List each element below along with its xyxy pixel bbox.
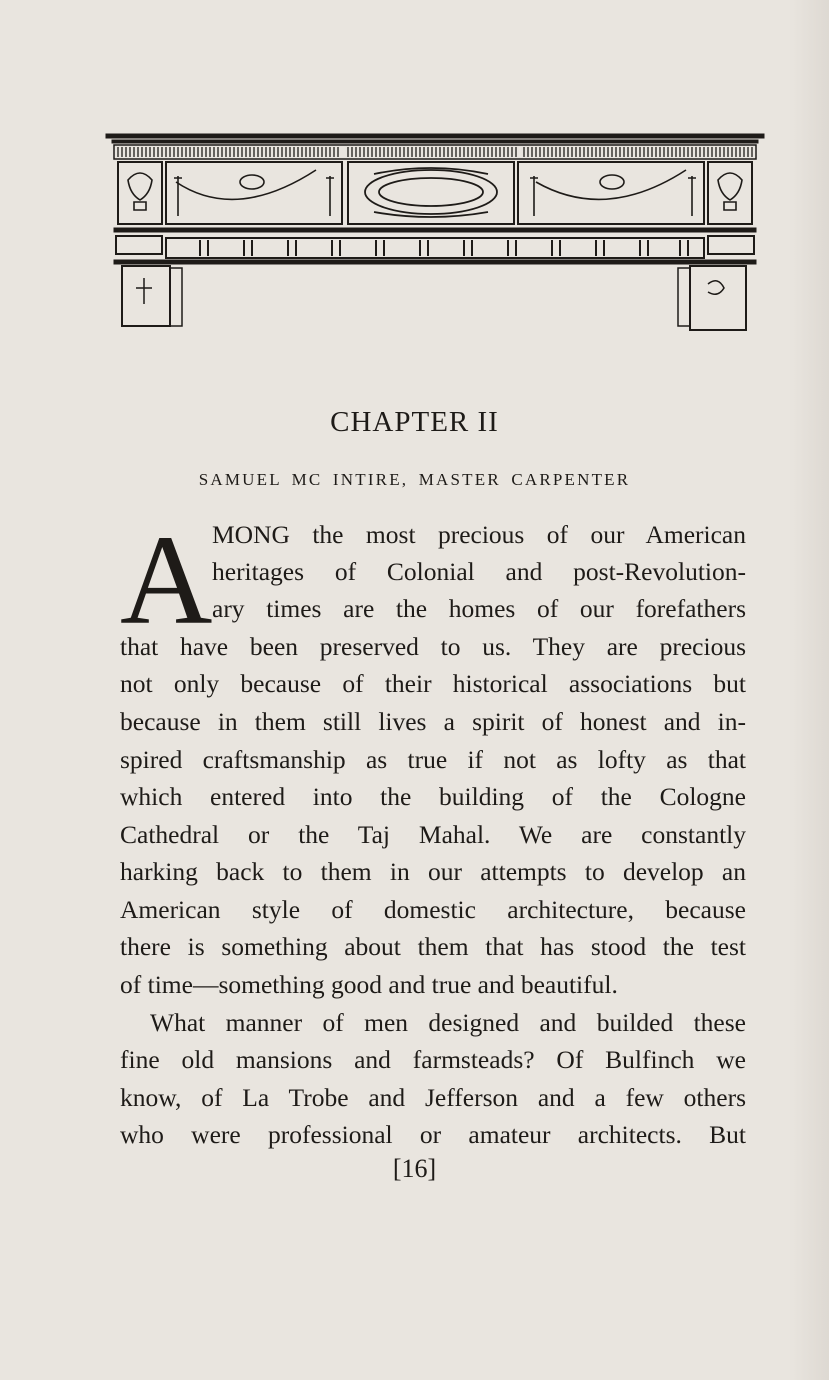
text-line: What manner of men designed and builded these <box>150 1008 746 1037</box>
text-line: that have been preserved to us. They are precious <box>120 632 746 661</box>
text-line: heritages of Colonial and post-Revolution- <box>212 557 746 586</box>
text-line: spired craftsmanship as true if not as lofty as that <box>120 745 746 774</box>
text-line: fine old mansions and farmsteads? Of Bulfinch we <box>120 1045 746 1074</box>
page-number: [16] <box>392 1154 437 1183</box>
text-line: know, of La Trobe and Jefferson and a few others <box>120 1083 746 1112</box>
text-line: American style of domestic architecture, because <box>120 895 746 924</box>
text-line: not only because of their historical associations but <box>120 669 746 698</box>
text-line: which entered into the building of the Cologne <box>120 782 746 811</box>
text-line: Cathedral or the Taj Mahal. We are constantly <box>120 820 746 849</box>
text-line: who were professional or amateur architects. But <box>120 1120 746 1149</box>
text-line: ary times are the homes of our forefathers <box>212 594 746 623</box>
chapter-subtitle: SAMUEL MC INTIRE, MASTER CARPENTER <box>198 470 631 489</box>
text-line: of time—something good and true and beautiful. <box>120 970 618 999</box>
text-line: because in them still lives a spirit of honest and in- <box>120 707 746 736</box>
chapter-title: CHAPTER II <box>330 406 499 438</box>
drop-cap: A <box>120 509 213 651</box>
text-line: harking back to them in our attempts to develop an <box>120 857 746 886</box>
text-line: MONG the most precious of our American <box>212 520 746 549</box>
text-line: there is something about them that has stood the test <box>120 932 746 961</box>
mantelpiece-engraving-icon <box>104 128 766 340</box>
